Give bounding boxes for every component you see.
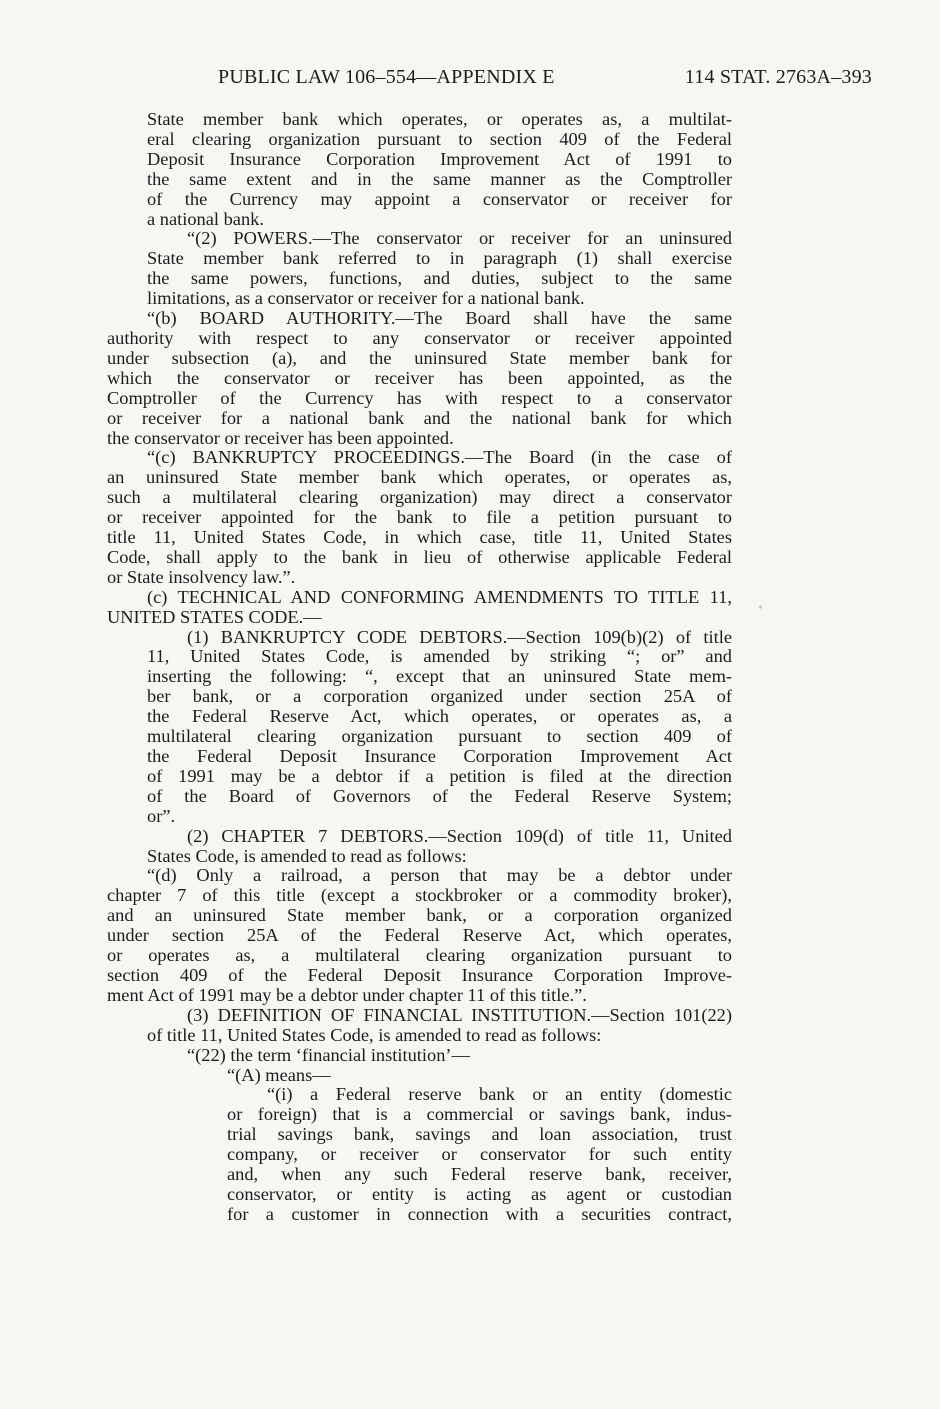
- text-line: section 409 of the Federal Deposit Insurance Corporation Improve-: [107, 964, 732, 985]
- text-line: authority with respect to any conservator or receiver appointed: [107, 327, 732, 348]
- header-stat-citation: 114 STAT. 2763A–393: [684, 66, 872, 88]
- text-line: States Code, is amended to read as follows:: [147, 845, 467, 866]
- text-line: State member bank which operates, or operates as, a multilat-: [147, 109, 732, 129]
- text-line: which the conservator or receiver has been appointed, as the: [107, 367, 732, 388]
- text-line: under subsection (a), and the uninsured State member bank for: [107, 347, 732, 368]
- text-line: of title 11, United States Code, is amended to read as follows:: [147, 1024, 602, 1045]
- text-line: of the Board of Governors of the Federal Reserve System;: [147, 785, 732, 806]
- text-line: or State insolvency law.”.: [107, 566, 296, 587]
- text-line: “(b) BOARD AUTHORITY.—The Board shall have the same: [147, 308, 732, 329]
- text-line: Comptroller of the Currency has with respect to a conservator: [107, 387, 732, 408]
- text-line: “(i) a Federal reserve bank or an entity (domestic: [267, 1084, 732, 1105]
- paragraph-a-means: [227, 1066, 732, 1086]
- text-line: the conservator or receiver has been appointed.: [107, 427, 454, 448]
- text-line: under section 25A of the Federal Reserve Act, which operates,: [107, 925, 732, 946]
- header-law-title: PUBLIC LAW 106–554—APPENDIX E: [218, 66, 555, 88]
- text-line: company, or receiver or conservator for such entity: [227, 1144, 732, 1165]
- text-line: eral clearing organization pursuant to section 409 of the Federal: [147, 128, 732, 149]
- text-line: or”.: [147, 805, 176, 826]
- text-line: the same powers, functions, and duties, subject to the same: [147, 268, 732, 289]
- paragraph-bankruptcy-proceedings: [107, 448, 732, 587]
- text-line: such a multilateral clearing organization) may direct a conservator: [107, 487, 732, 508]
- text-line: “(c) BANKRUPTCY PROCEEDINGS.—The Board (in the case of: [147, 447, 732, 468]
- text-line: multilateral clearing organization pursuant to section 409 of: [147, 726, 732, 747]
- text-line: State member bank referred to in paragraph (1) shall exercise: [147, 248, 732, 269]
- text-line: chapter 7 of this title (except a stockbroker or a commodity broker),: [107, 885, 732, 906]
- text-line: (1) BANKRUPTCY CODE DEBTORS.—Section 109(b)(2) of title: [187, 626, 732, 647]
- text-line: “(d) Only a railroad, a person that may be a debtor under: [147, 865, 732, 886]
- text-line: inserting the following: “, except that an uninsured State mem-: [147, 666, 732, 687]
- text-line: “(22) the term ‘financial institution’—: [187, 1044, 470, 1065]
- paragraph-subsection-d: [107, 866, 732, 1005]
- paragraph-bankruptcy-code-debtors: [147, 628, 732, 827]
- text-line: ber bank, or a corporation organized under section 25A of: [147, 686, 732, 707]
- text-line: the Federal Deposit Insurance Corporation Improvement Act: [147, 746, 732, 766]
- text-line: or foreign) that is a commercial or savings bank, indus-: [227, 1104, 732, 1125]
- text-line: conservator, or entity is acting as agent or custodian: [227, 1183, 732, 1204]
- text-line: an uninsured State member bank which operates, or operates as,: [107, 467, 732, 488]
- text-line: (2) CHAPTER 7 DEBTORS.—Section 109(d) of title 11, United: [187, 825, 732, 846]
- text-line: or operates as, a multilateral clearing organization pursuant to: [107, 945, 732, 966]
- paragraph-definition-financial-institution: [147, 1006, 732, 1046]
- paragraph-term-22: [187, 1046, 732, 1066]
- text-line: ment Act of 1991 may be a debtor under chapter 11 of this title.”.: [107, 984, 587, 1005]
- text-line: trial savings bank, savings and loan association, trust: [227, 1124, 732, 1145]
- text-line: (3) DEFINITION OF FINANCIAL INSTITUTION.—Section 101(22): [187, 1004, 732, 1025]
- text-line: or receiver for a national bank and the national bank for which: [107, 407, 732, 428]
- paragraph-continuation: [147, 110, 732, 229]
- text-line: Deposit Insurance Corporation Improvement Act of 1991 to: [147, 148, 732, 169]
- text-line: title 11, United States Code, in which case, title 11, United States: [107, 527, 732, 548]
- scan-speck-icon: •: [758, 601, 763, 616]
- text-line: and, when any such Federal reserve bank, receiver,: [227, 1164, 732, 1185]
- text-line: of the Currency may appoint a conservator or receiver for: [147, 188, 732, 209]
- text-line: the Federal Reserve Act, which operates, or operates as, a: [147, 706, 732, 727]
- text-line: limitations, as a conservator or receiver for a national bank.: [147, 288, 585, 309]
- paragraph-powers: [147, 229, 732, 309]
- text-line: a national bank.: [147, 208, 264, 229]
- paragraph-technical-amendments: [107, 588, 732, 628]
- paragraph-chapter-7-debtors: [147, 827, 732, 867]
- text-line: UNITED STATES CODE.—: [107, 606, 322, 627]
- text-line: and an uninsured State member bank, or a corporation organized: [107, 905, 732, 926]
- running-header: [212, 64, 872, 90]
- text-line: “(A) means—: [227, 1064, 331, 1085]
- text-line: or receiver appointed for the bank to file a petition pursuant to: [107, 507, 732, 528]
- text-line: of 1991 may be a debtor if a petition is filed at the direction: [147, 765, 732, 786]
- text-line: 11, United States Code, is amended by striking “; or” and: [147, 646, 732, 667]
- text-line: for a customer in connection with a securities contract,: [227, 1203, 732, 1224]
- text-line: Code, shall apply to the bank in lieu of otherwise applicable Federal: [107, 546, 732, 567]
- text-line: “(2) POWERS.—The conservator or receiver for an uninsured: [187, 228, 732, 249]
- text-line: (c) TECHNICAL AND CONFORMING AMENDMENTS TO TITLE 11,: [147, 586, 732, 607]
- text-line: the same extent and in the same manner as the Comptroller: [147, 168, 732, 189]
- body-text: [107, 110, 732, 1225]
- paragraph-board-authority: [107, 309, 732, 448]
- paragraph-clause-i: [227, 1085, 732, 1224]
